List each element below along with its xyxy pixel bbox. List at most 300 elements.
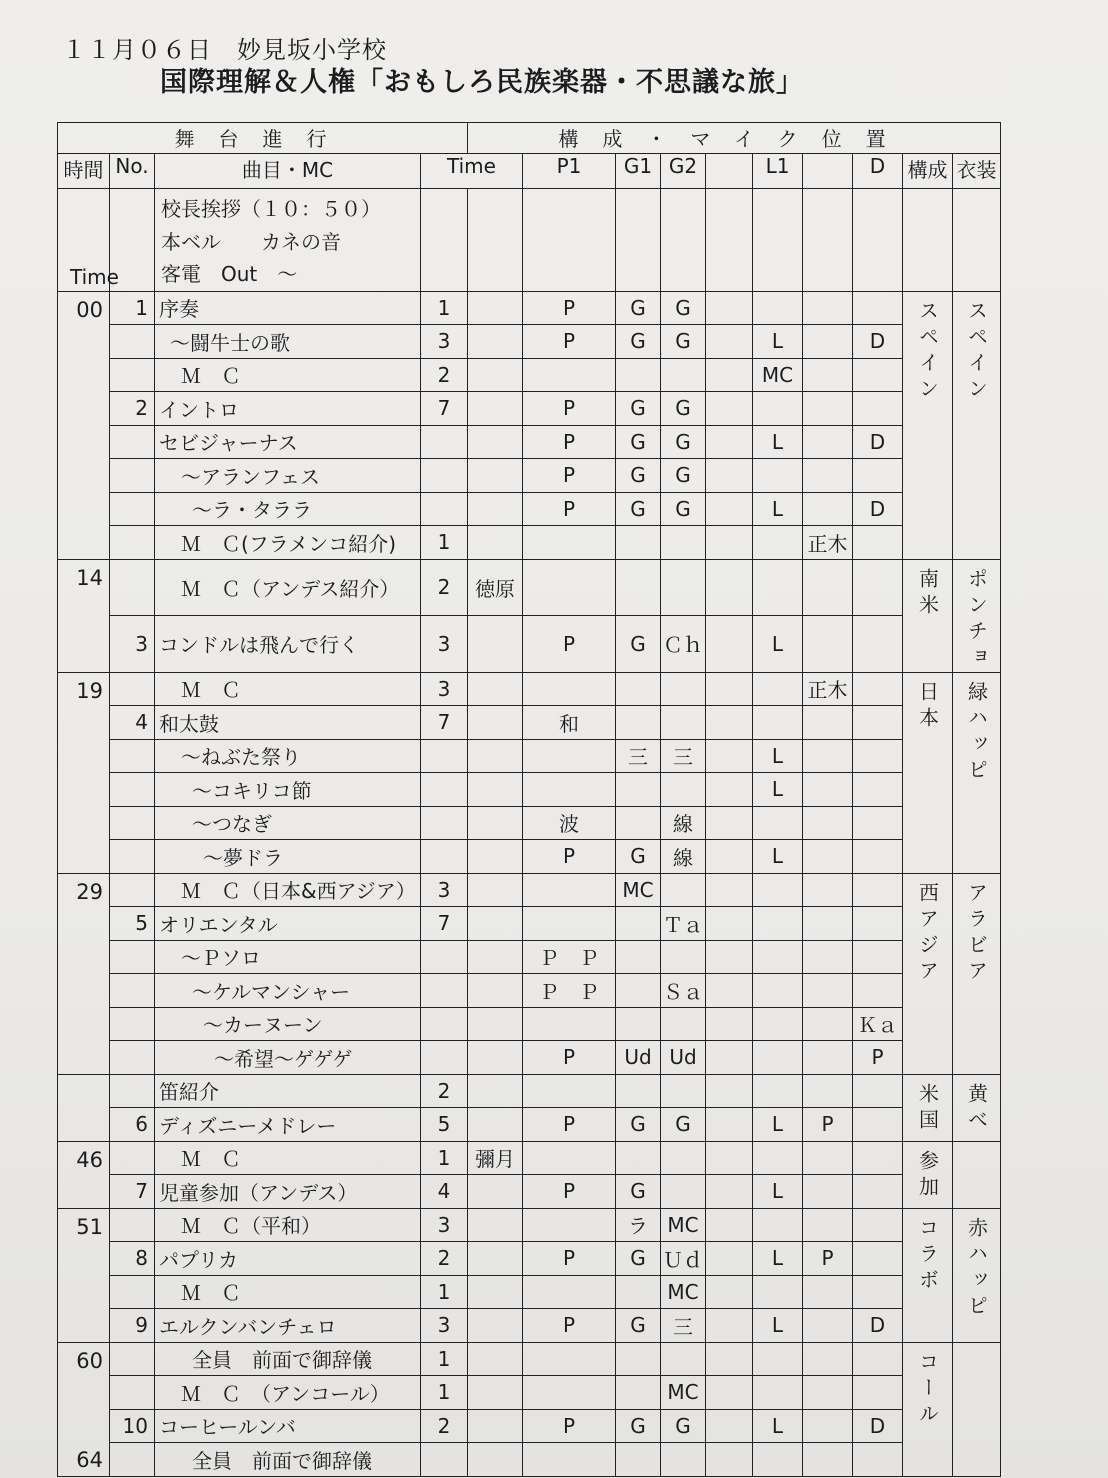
section-config <box>903 1141 953 1208</box>
cell-g1 <box>616 974 661 1008</box>
cell-d <box>853 1443 903 1477</box>
cell-x <box>803 616 853 673</box>
cell-time: 3 <box>421 1208 468 1242</box>
cell-extra <box>706 773 753 807</box>
cell-x <box>803 1275 853 1309</box>
cell-p1 <box>523 739 616 773</box>
program-row <box>58 873 1001 907</box>
program-row <box>58 526 1001 560</box>
cell-g2 <box>661 1074 706 1108</box>
intro-empty-cell <box>853 189 903 292</box>
cell-p1 <box>523 1376 616 1410</box>
column-header: L1 <box>753 154 803 189</box>
cell-l1: L <box>753 1409 803 1443</box>
cell-extra <box>706 1041 753 1075</box>
cell-g2 <box>661 1443 706 1477</box>
column-header: G1 <box>616 154 661 189</box>
cell-p1: P <box>523 459 616 493</box>
cell-blank: 彌月 <box>468 1141 523 1175</box>
program-row <box>58 806 1001 840</box>
cell-p1: P <box>523 1409 616 1443</box>
cell-x <box>803 1141 853 1175</box>
section-start-time: 14 <box>76 565 103 590</box>
cell-p1 <box>523 1208 616 1242</box>
program-row <box>58 459 1001 493</box>
program-row <box>58 706 1001 740</box>
cell-blank <box>468 974 523 1008</box>
section-config-text: 参加 <box>915 1149 940 1202</box>
cell-l1 <box>753 1041 803 1075</box>
cell-time: 1 <box>421 1376 468 1410</box>
cell-time: 3 <box>421 616 468 673</box>
cell-l1: L <box>753 325 803 359</box>
cell-p1 <box>523 1342 616 1376</box>
cell-g1 <box>616 1007 661 1041</box>
section-start-time: 00 <box>76 297 103 322</box>
cell-time: 2 <box>421 1074 468 1108</box>
cell-x: P <box>803 1108 853 1142</box>
cell-d: D <box>853 492 903 526</box>
column-header: 曲目・MC <box>155 154 421 189</box>
program-row <box>58 1409 1001 1443</box>
cell-g2 <box>661 1175 706 1209</box>
cell-time: 7 <box>421 907 468 941</box>
section-time-cell <box>58 672 110 873</box>
section-costume <box>953 291 1001 559</box>
cell-g1 <box>616 1074 661 1108</box>
section-config-text: 西アジア <box>915 881 940 986</box>
item-title: 〜希望〜ゲゲゲ <box>155 1041 421 1075</box>
cell-l1 <box>753 1007 803 1041</box>
section-end-time: 64 <box>76 1447 103 1472</box>
cell-g1 <box>616 1275 661 1309</box>
cell-time <box>421 840 468 874</box>
cell-d <box>853 1108 903 1142</box>
cell-g2 <box>661 526 706 560</box>
cell-blank <box>468 392 523 426</box>
cell-extra <box>706 526 753 560</box>
cell-d <box>853 773 903 807</box>
cell-extra <box>706 358 753 392</box>
section-costume-text: 赤ハッピ <box>964 1216 989 1321</box>
cell-g2: Ｓａ <box>661 974 706 1008</box>
cell-p1: 波 <box>523 806 616 840</box>
section-costume <box>953 672 1001 873</box>
program-row <box>58 425 1001 459</box>
item-number <box>110 1342 155 1376</box>
cell-p1 <box>523 526 616 560</box>
cell-l1: L <box>753 1309 803 1343</box>
section-config-text: スペイン <box>915 299 940 404</box>
program-row <box>58 559 1001 616</box>
column-header: 時間 <box>58 154 110 189</box>
item-title: 笛紹介 <box>155 1074 421 1108</box>
item-title: パプリカ <box>155 1242 421 1276</box>
cell-time: 1 <box>421 1275 468 1309</box>
section-config <box>903 672 953 873</box>
section-time-cell <box>58 291 110 559</box>
cell-p1 <box>523 1443 616 1477</box>
cell-x <box>803 1409 853 1443</box>
item-title: コーヒールンバ <box>155 1409 421 1443</box>
cell-blank <box>468 1443 523 1477</box>
cell-time <box>421 940 468 974</box>
section-costume-text: アラビア <box>964 881 989 986</box>
section-config-text: コラボ <box>915 1216 940 1295</box>
cell-g2: G <box>661 291 706 325</box>
cell-x <box>803 1443 853 1477</box>
cell-g2: G <box>661 459 706 493</box>
program-row <box>58 1108 1001 1142</box>
cell-g1 <box>616 672 661 706</box>
cell-g2 <box>661 1342 706 1376</box>
cell-x <box>803 492 853 526</box>
section-time-cell <box>58 559 110 672</box>
intro-empty-cell <box>616 189 661 292</box>
cell-g2: G <box>661 392 706 426</box>
cell-blank <box>468 907 523 941</box>
stage-group-header: 舞台進行 <box>58 123 468 154</box>
section-start-time: 46 <box>76 1147 103 1172</box>
date-school-line: １１月０６日 妙見坂小学校 <box>62 36 387 64</box>
cell-l1 <box>753 1141 803 1175</box>
section-start-time: 19 <box>76 678 103 703</box>
item-number <box>110 773 155 807</box>
cell-x <box>803 940 853 974</box>
cell-d <box>853 974 903 1008</box>
cell-x <box>803 840 853 874</box>
item-number: 6 <box>110 1108 155 1142</box>
cell-g2 <box>661 706 706 740</box>
cell-d <box>853 1208 903 1242</box>
intro-time-label: Time <box>70 264 119 289</box>
section-config <box>903 873 953 1074</box>
cell-d <box>853 1275 903 1309</box>
cell-d <box>853 873 903 907</box>
cell-g2: Ｔａ <box>661 907 706 941</box>
cell-p1: P <box>523 1041 616 1075</box>
cell-extra <box>706 291 753 325</box>
item-number <box>110 1007 155 1041</box>
cell-d: D <box>853 1409 903 1443</box>
cell-l1 <box>753 1342 803 1376</box>
item-number <box>110 1208 155 1242</box>
cell-g1: G <box>616 392 661 426</box>
cell-g2: MC <box>661 1376 706 1410</box>
cell-l1 <box>753 873 803 907</box>
cell-extra <box>706 873 753 907</box>
cell-g2 <box>661 672 706 706</box>
item-number <box>110 1041 155 1075</box>
program-row <box>58 1007 1001 1041</box>
cell-x: 正木 <box>803 526 853 560</box>
cell-l1: L <box>753 425 803 459</box>
cell-g1 <box>616 1443 661 1477</box>
program-row <box>58 1376 1001 1410</box>
cell-l1 <box>753 1443 803 1477</box>
cell-x: 正木 <box>803 672 853 706</box>
column-header-row <box>58 154 1001 189</box>
program-row <box>58 616 1001 673</box>
cell-p1: P <box>523 1309 616 1343</box>
cell-x <box>803 907 853 941</box>
cell-p1 <box>523 873 616 907</box>
cell-d: D <box>853 325 903 359</box>
cell-g1: MC <box>616 873 661 907</box>
item-number: 4 <box>110 706 155 740</box>
cell-g1 <box>616 1141 661 1175</box>
program-row <box>58 325 1001 359</box>
cell-p1: 和 <box>523 706 616 740</box>
cell-time: 4 <box>421 1175 468 1209</box>
cell-blank <box>468 840 523 874</box>
item-number: 5 <box>110 907 155 941</box>
cell-g1: G <box>616 616 661 673</box>
section-costume <box>953 1141 1001 1208</box>
cell-p1 <box>523 1141 616 1175</box>
intro-row <box>58 189 1001 292</box>
intro-empty-cell <box>661 189 706 292</box>
intro-empty-cell <box>706 189 753 292</box>
item-number <box>110 1443 155 1477</box>
cell-l1: L <box>753 616 803 673</box>
cell-l1 <box>753 672 803 706</box>
cell-blank <box>468 1208 523 1242</box>
cell-d <box>853 1376 903 1410</box>
section-time-cell <box>58 1141 110 1208</box>
intro-empty-cell <box>953 189 1001 292</box>
cell-g2 <box>661 1007 706 1041</box>
item-title: イントロ <box>155 392 421 426</box>
intro-empty-cell <box>523 189 616 292</box>
cell-g1: G <box>616 1409 661 1443</box>
item-title: Ｍ Ｃ(フラメンコ紹介) <box>155 526 421 560</box>
cell-l1: L <box>753 739 803 773</box>
cell-l1 <box>753 806 803 840</box>
cell-extra <box>706 559 753 616</box>
cell-x <box>803 1309 853 1343</box>
program-row <box>58 1309 1001 1343</box>
intro-line: 校長挨拶（１０：５０） <box>161 197 381 221</box>
item-title: オリエンタル <box>155 907 421 941</box>
cell-x <box>803 739 853 773</box>
cell-extra <box>706 907 753 941</box>
item-title: Ｍ Ｃ（アンデス紹介） <box>155 559 421 616</box>
cell-blank <box>468 526 523 560</box>
cell-g1: G <box>616 1175 661 1209</box>
cell-p1 <box>523 559 616 616</box>
cell-time: 3 <box>421 325 468 359</box>
cell-d <box>853 706 903 740</box>
cell-l1 <box>753 940 803 974</box>
column-header <box>803 154 853 189</box>
cell-blank <box>468 940 523 974</box>
cell-extra <box>706 325 753 359</box>
cell-time: 1 <box>421 1342 468 1376</box>
cell-x <box>803 425 853 459</box>
cell-blank <box>468 616 523 673</box>
item-title: Ｍ Ｃ <box>155 1141 421 1175</box>
item-title: 児童参加（アンデス） <box>155 1175 421 1209</box>
cell-extra <box>706 1074 753 1108</box>
cell-x <box>803 291 853 325</box>
cell-l1 <box>753 974 803 1008</box>
section-config-text: コール <box>915 1350 940 1429</box>
cell-extra <box>706 1242 753 1276</box>
cell-blank <box>468 773 523 807</box>
item-title: 〜アランフェス <box>155 459 421 493</box>
item-title: コンドルは飛んで行く <box>155 616 421 673</box>
group-header-row <box>58 123 1001 154</box>
cell-g2: 線 <box>661 840 706 874</box>
cell-g2: G <box>661 1108 706 1142</box>
cell-l1 <box>753 526 803 560</box>
program-row <box>58 907 1001 941</box>
cell-extra <box>706 1309 753 1343</box>
cell-g1 <box>616 1376 661 1410</box>
cell-d <box>853 559 903 616</box>
cell-time <box>421 1041 468 1075</box>
cell-l1: L <box>753 1175 803 1209</box>
cell-g2 <box>661 358 706 392</box>
cell-blank <box>468 1007 523 1041</box>
cell-d <box>853 291 903 325</box>
section-config <box>903 559 953 672</box>
program-row <box>58 392 1001 426</box>
cell-extra <box>706 672 753 706</box>
item-title: 〜ケルマンシャー <box>155 974 421 1008</box>
cell-d <box>853 739 903 773</box>
cell-blank <box>468 1409 523 1443</box>
cell-extra <box>706 840 753 874</box>
cell-g2: 三 <box>661 1309 706 1343</box>
cell-g2: 三 <box>661 739 706 773</box>
item-title: Ｍ Ｃ （アンコール） <box>155 1376 421 1410</box>
item-title: 〜コキリコ節 <box>155 773 421 807</box>
cell-g2: MC <box>661 1208 706 1242</box>
item-number <box>110 940 155 974</box>
cell-extra <box>706 1108 753 1142</box>
cell-extra <box>706 1275 753 1309</box>
cell-time <box>421 492 468 526</box>
cell-extra <box>706 1141 753 1175</box>
cell-d: P <box>853 1041 903 1075</box>
section-time-cell <box>58 1342 110 1476</box>
item-number <box>110 492 155 526</box>
program-row <box>58 1208 1001 1242</box>
cell-p1: P <box>523 392 616 426</box>
program-table-container <box>57 122 1000 1473</box>
program-row <box>58 1074 1001 1108</box>
program-row <box>58 1175 1001 1209</box>
section-costume-text: 緑ハッピ <box>964 680 989 785</box>
cell-x <box>803 873 853 907</box>
cell-p1 <box>523 773 616 807</box>
cell-d: D <box>853 425 903 459</box>
cell-time: 3 <box>421 873 468 907</box>
cell-d <box>853 940 903 974</box>
cell-extra <box>706 1443 753 1477</box>
cell-x <box>803 773 853 807</box>
cell-time: 5 <box>421 1108 468 1142</box>
cell-d <box>853 1175 903 1209</box>
cell-x <box>803 974 853 1008</box>
item-number: 7 <box>110 1175 155 1209</box>
cell-g1: G <box>616 325 661 359</box>
cell-x <box>803 1007 853 1041</box>
cell-extra <box>706 1175 753 1209</box>
cell-blank <box>468 1376 523 1410</box>
cell-time: 2 <box>421 1409 468 1443</box>
item-number <box>110 1376 155 1410</box>
item-title: Ｍ Ｃ <box>155 1275 421 1309</box>
program-row <box>58 840 1001 874</box>
cell-time <box>421 739 468 773</box>
item-title: Ｍ Ｃ（日本&西アジア） <box>155 873 421 907</box>
intro-title-cell <box>155 189 421 292</box>
cell-g1 <box>616 773 661 807</box>
section-costume <box>953 873 1001 1074</box>
cell-extra <box>706 425 753 459</box>
cell-time: 2 <box>421 358 468 392</box>
section-costume <box>953 1208 1001 1342</box>
program-row <box>58 291 1001 325</box>
column-header: G2 <box>661 154 706 189</box>
cell-g1 <box>616 358 661 392</box>
item-number <box>110 358 155 392</box>
item-number <box>110 806 155 840</box>
section-costume <box>953 559 1001 672</box>
cell-time <box>421 974 468 1008</box>
section-time-cell <box>58 1074 110 1141</box>
item-title: Ｍ Ｃ（平和） <box>155 1208 421 1242</box>
section-config-text: 南米 <box>915 567 940 620</box>
item-number <box>110 974 155 1008</box>
cell-time: 1 <box>421 1141 468 1175</box>
program-row <box>58 1041 1001 1075</box>
cell-g2: G <box>661 325 706 359</box>
column-header: D <box>853 154 903 189</box>
cell-x <box>803 325 853 359</box>
cell-x <box>803 1342 853 1376</box>
cell-time <box>421 459 468 493</box>
section-config-text: 日本 <box>915 680 940 733</box>
cell-d: Ｋａ <box>853 1007 903 1041</box>
section-config-text: 米国 <box>915 1082 940 1135</box>
intro-empty-cell <box>421 189 468 292</box>
cell-time: 1 <box>421 291 468 325</box>
intro-empty-cell <box>903 189 953 292</box>
item-number <box>110 1275 155 1309</box>
cell-time <box>421 773 468 807</box>
cell-p1 <box>523 1007 616 1041</box>
cell-d <box>853 358 903 392</box>
program-row <box>58 1275 1001 1309</box>
section-config <box>903 291 953 559</box>
section-config <box>903 1074 953 1141</box>
program-table <box>57 122 1001 1477</box>
cell-time: 1 <box>421 526 468 560</box>
cell-time: 2 <box>421 1242 468 1276</box>
cell-time: 7 <box>421 392 468 426</box>
cell-g1: 三 <box>616 739 661 773</box>
cell-p1: P <box>523 1242 616 1276</box>
cell-blank <box>468 459 523 493</box>
program-row <box>58 1141 1001 1175</box>
item-number <box>110 559 155 616</box>
item-title: 〜闘牛士の歌 <box>155 325 421 359</box>
item-number: 1 <box>110 291 155 325</box>
